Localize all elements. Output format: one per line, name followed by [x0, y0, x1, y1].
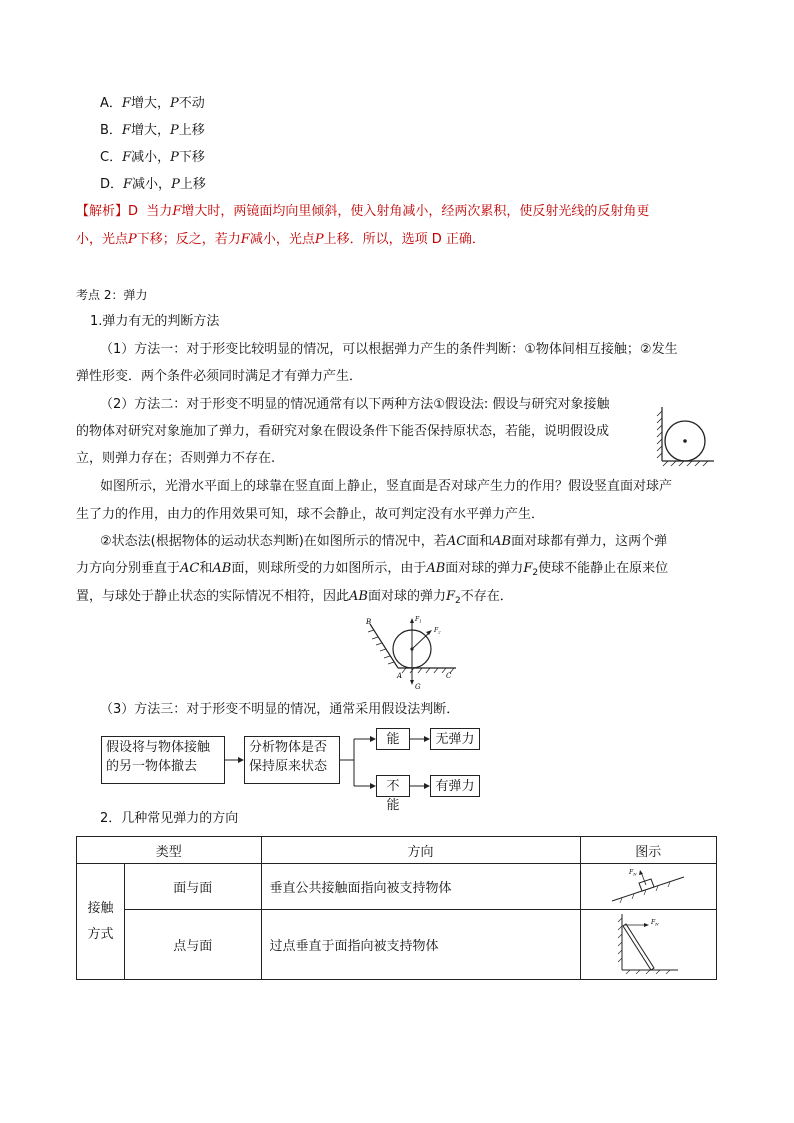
svg-text:C: C — [446, 672, 452, 680]
state-line-3: 置，与球处于静止状态的实际情况不相符，因此AB面对球的弹力$F_2$不存在． — [76, 589, 513, 606]
analysis-line-2: 小，光点P下移；反之，若力F减小，光点P上移．所以，选项 D 正确． — [76, 232, 485, 247]
svg-text:A: A — [397, 672, 403, 680]
svg-text:F2: $F_2$ — [434, 627, 441, 635]
row-direction-point: 过点垂直于面指向被支持物体 — [261, 910, 580, 980]
state-line-2: 力方向分别垂直于AC和AB面，则球所受的力如图所示，由于AB面对球的弹力$F_2$使球不能静止在原来位 — [76, 561, 669, 578]
row-direction-surface: 垂直公共接触面指向被支持物体 — [261, 864, 580, 910]
svg-text:G: G — [415, 683, 421, 691]
method3-line: （3）方法三：对于形变不明显的情况，通常采用假设法判断． — [100, 702, 460, 717]
svg-text:F1: $F_1$ — [415, 616, 422, 624]
svg-text:FN: $F_N$ — [651, 918, 659, 926]
rod-wall-icon — [608, 912, 688, 974]
svg-text:FN: $F_N$ — [629, 868, 637, 876]
svg-text:B: B — [366, 618, 372, 626]
option-a: A．F增大，P不动 — [100, 96, 205, 111]
method1-line-2: 弹性形变．两个条件必须同时满足才有弹力产生． — [76, 369, 363, 384]
section-heading: 考点 2：弹力 — [76, 288, 148, 302]
example-line-1: 如图所示，光滑水平面上的球靠在竖直面上静止，竖直面是否对球产生力的作用？假设竖直面对球产 — [100, 479, 673, 494]
flow-box-no-force: 无弹力 — [430, 728, 480, 750]
method1-line-1: （1）方法一：对于形变比较明显的情况，可以根据弹力产生的条件判断：①物体间相互接触；②发生 — [100, 342, 678, 357]
option-d: D．F减小，P上移 — [100, 177, 206, 192]
flow-box-yes: 能 — [376, 728, 410, 750]
subheading-2: 2．几种常见弹力的方向 — [100, 811, 239, 826]
row-type-surface: 面与面 — [125, 864, 262, 910]
header-type: 类型 — [77, 837, 262, 864]
method2-line-3: 立，则弹力存在；否则弹力不存在. — [76, 451, 276, 466]
example-line-2: 生了力的作用，由力的作用效果可知，球不会静止，故可判定没有水平弹力产生． — [76, 507, 545, 522]
flow-box-analyze: 分析物体是否 保持原来状态 — [244, 736, 340, 784]
method2-line-2: 的物体对研究对象施加了弹力，看研究对象在假设条件下能否保持原状态，若能，说明假设成 — [76, 424, 610, 439]
method2-line-1: （2）方法二：对于形变不明显的情况通常有以下两种方法①假设法: 假设与研究对象接触 — [100, 397, 610, 412]
flow-box-no: 不能 — [376, 775, 410, 797]
ball-corner-figure — [360, 612, 470, 694]
header-diagram: 图示 — [580, 837, 717, 864]
option-c: C．F减小，P下移 — [100, 150, 205, 165]
option-b: B．F增大，P上移 — [100, 123, 205, 138]
header-direction: 方向 — [261, 837, 580, 864]
ball-wall-figure — [656, 405, 716, 467]
row-diagram-point — [580, 910, 717, 980]
analysis-tag: 【解析】 — [76, 204, 129, 219]
row-type-point: 点与面 — [125, 910, 262, 980]
subheading-1: 1.弹力有无的判断方法 — [90, 314, 220, 329]
contact-mode-label: 接触 方式 — [77, 864, 125, 980]
state-line-1: ②状态法(根据物体的运动状态判断)在如图所示的情况中，若AC面和AB面对球都有弹力，这两个弹 — [100, 534, 668, 549]
flow-box-assume: 假设将与物体接触 的另一物体撤去 — [101, 736, 225, 784]
analysis-line-1: 【解析】D 当力F增大时，两镜面均向里倾斜，使入射角减小，经两次累积，使反射光线的反射角更 — [76, 204, 650, 219]
elastic-force-table — [76, 836, 717, 980]
row-diagram-surface — [580, 864, 717, 910]
flow-box-has-force: 有弹力 — [430, 775, 480, 797]
incline-block-icon — [608, 865, 688, 905]
